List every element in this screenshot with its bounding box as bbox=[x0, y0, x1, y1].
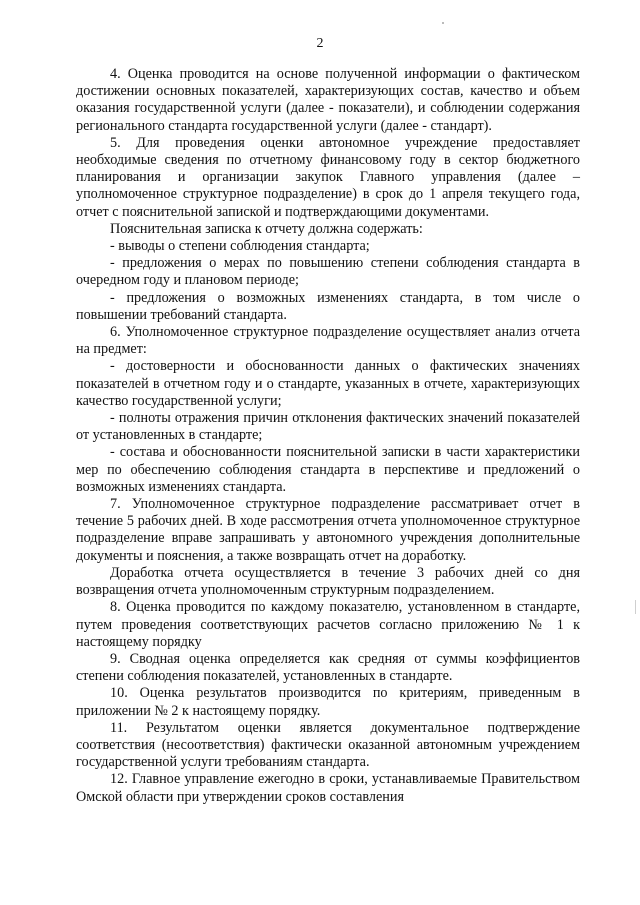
note-item-changes: - предложения о возможных изменениях стандарта, в том числе о повышении требований стандарта. bbox=[76, 289, 580, 323]
page-number: 2 bbox=[316, 36, 324, 51]
analysis-item-completeness: - полноты отражения причин отклонения фактических значений показателей от установленных в стандарте; bbox=[76, 410, 580, 444]
analysis-item-composition: - состава и обоснованности пояснительной записки в части характеристики мер по обеспечению соблюдения стандарта в перспективе и предложений о возможных изменениях стандарта. bbox=[76, 444, 580, 495]
paragraph-10: 10. Оценка результатов производится по критериям, приведенным в приложении № 2 к настоящему порядку. bbox=[76, 685, 580, 719]
explanatory-note-intro: Пояснительная записка к отчету должна содержать: bbox=[110, 220, 423, 237]
analysis-item-reliability: - достоверности и обоснованности данных о фактических значениях показателей в отчетном году и о стандарте, указанных в отчете, характеризующих качество государственной услуги; bbox=[76, 358, 580, 409]
paragraph-4: 4. Оценка проводится на основе полученной информации о фактическом достижении основных показателей, характеризующих состав, качество и объем оказания государственной услуги (далее - показатели), и соблюдении содержания регионального стандарта государственной услуги (далее - стандарт). bbox=[76, 66, 580, 134]
paragraph-6: 6. Уполномоченное структурное подразделение осуществляет анализ отчета на предмет: bbox=[76, 324, 580, 358]
document-body bbox=[76, 66, 580, 806]
paragraph-12: 12. Главное управление ежегодно в сроки, устанавливаемые Правительством Омской области при утверждении сроков составления bbox=[76, 771, 580, 805]
note-item-measures: - предложения о мерах по повышению степени соблюдения стандарта в очередном году и плановом периоде; bbox=[76, 255, 580, 289]
paragraph-11: 11. Результатом оценки является документальное подтверждение соответствия (несоответствия) фактически оказанной автономным учреждением государственной услуги требованиям стандарта. bbox=[76, 719, 580, 771]
note-item-conclusions: - выводы о степени соблюдения стандарта; bbox=[110, 238, 370, 255]
paragraph-7: 7. Уполномоченное структурное подразделение рассматривает отчет в течение 5 рабочих дней. В ходе рассмотрения отчета уполномоченное структурное подразделение вправе запрашивать у автономного учреждения дополнительные документы и пояснения, а также возвращать отчет на доработку. bbox=[76, 496, 580, 564]
scan-margin-mark bbox=[635, 600, 636, 614]
scan-speck bbox=[442, 22, 444, 24]
paragraph-5: 5. Для проведения оценки автономное учреждение предоставляет необходимые сведения по отчетному финансовому году в сектор бюджетного планирования и организации закупок Главного управления (далее – уполномоченное структурное подразделение) в срок до 1 апреля текущего года, отчет с пояснительной запиской и подтверждающими документами. bbox=[76, 134, 580, 220]
paragraph-8: 8. Оценка проводится по каждому показателю, установленном в стандарте, путем проведения соответствующих расчетов согласно приложению № 1 к настоящему порядку bbox=[76, 599, 580, 650]
paragraph-9: 9. Сводная оценка определяется как средняя от суммы коэффициентов степени соблюдения показателей, установленных в стандарте. bbox=[76, 650, 580, 685]
revision-paragraph: Доработка отчета осуществляется в течение 3 рабочих дней со дня возвращения отчета уполномоченным структурным подразделением. bbox=[76, 564, 580, 599]
